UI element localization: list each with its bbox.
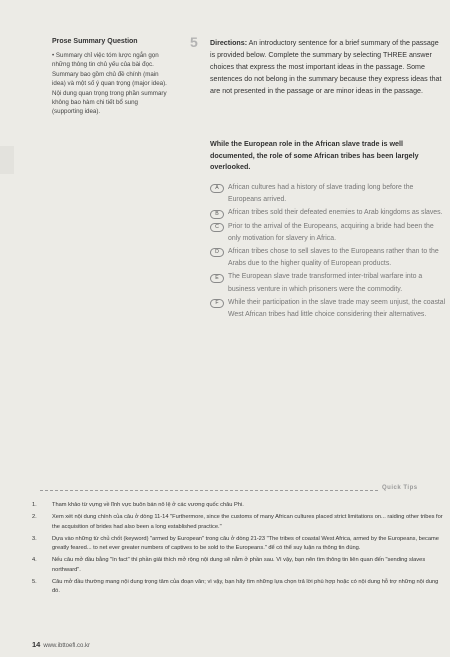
choice-letter-badge: A xyxy=(210,184,224,193)
directions-label: Directions: xyxy=(210,39,248,47)
answer-choice[interactable] xyxy=(210,246,446,270)
tip-number: 4. xyxy=(32,557,37,563)
tip-item xyxy=(32,578,444,597)
choice-text: African tribes chose to sell slaves to the Europeans rather than to the Arabs due to the higher quality of European products. xyxy=(228,248,439,268)
tip-text: Nếu câu mở đầu bằng "In fact" thì phần giải thích mở rộng nội dung sẽ nằm ở phần sau. Vì vậy, bạn nên tìm thông tin liên quan đến "sending slaves northward". xyxy=(52,557,426,573)
page-number: 14 xyxy=(32,640,41,649)
choice-letter-badge: C xyxy=(210,223,224,232)
choice-text: While their participation in the slave trade may seem unjust, the coastal West African tribes had little choice considering their alternatives. xyxy=(228,298,446,318)
tip-text: Dựa vào những từ chủ chốt (keyword) "armed by European" trong câu ở dòng 21-23 "The tribes of coastal West Africa, armed by the Europeans, became greatly feared... to net ever greater numbers of captives to be sold to the Europeans." để có thể suy luận ra thông tin đúng. xyxy=(52,535,439,551)
tip-number: 5. xyxy=(32,578,37,585)
sidebar-note: • Summary chỉ việc tóm lược ngắn gọn những thông tin chủ yếu của bài đọc. Summary bao gồm chủ đề chính (main idea) và một số ý quan trọng (major idea). Nội dung quan trọng trong phần summary không bao hàm chi tiết bổ sung (supporting idea). xyxy=(52,52,167,116)
tips-list xyxy=(32,501,444,599)
answer-choice[interactable] xyxy=(210,297,446,321)
website-url: www.ibttoefl.co.kr xyxy=(43,643,91,649)
tip-number: 3. xyxy=(32,535,37,542)
page-footer xyxy=(32,640,90,649)
tip-number: 1. xyxy=(32,502,37,508)
page-edge-mark xyxy=(0,146,14,174)
tip-item xyxy=(32,513,444,532)
choice-letter-badge: B xyxy=(210,210,224,219)
answer-choice[interactable] xyxy=(210,182,446,206)
tip-number: 2. xyxy=(32,514,37,520)
tip-item xyxy=(32,556,444,575)
choice-text: African cultures had a history of slave trading long before the Europeans arrived. xyxy=(228,184,414,204)
tip-text: Xem xét nội dung chính của câu ở dòng 11-14 "Furthermore, since the customs of many African cultures placed strict limitations on... raiding other tribes for the acquisition of brides had also been a long established practice." xyxy=(52,514,443,530)
tips-divider xyxy=(40,490,378,491)
quick-tips-logo: Quick Tips xyxy=(382,485,418,491)
directions-text: An introductory sentence for a brief summary of the passage is provided below. Complete the summary by selecting THREE answer choices that express the most important ideas in the passage. Some sentences do not belong in the summary because they express ideas that are not presented in the passage or are minor ideas in the passage. xyxy=(210,39,442,95)
tip-text: Câu mở đầu thường mang nội dung trọng tâm của đoạn văn; vì vậy, bạn hãy tìm những lựa chọn trả lời phù hợp hoặc có nội dung hỗ trợ những nội dung đó. xyxy=(52,578,439,594)
choice-letter-badge: D xyxy=(210,248,224,257)
tip-text: Tham khảo từ vựng về lĩnh vực buôn bán nô lệ ở các vương quốc châu Phi. xyxy=(52,502,244,508)
answer-choices xyxy=(210,182,446,322)
choice-text: Prior to the arrival of the Europeans, acquiring a bride had been the only motivation for slavery in Africa. xyxy=(228,222,434,242)
tip-item xyxy=(32,535,444,554)
tip-item xyxy=(32,501,444,511)
choice-letter-badge: E xyxy=(210,274,224,283)
sidebar-title: Prose Summary Question xyxy=(52,38,138,45)
question-number: 5 xyxy=(190,34,198,50)
choice-text: African tribes sold their defeated enemies to Arab kingdoms as slaves. xyxy=(228,209,443,217)
choice-text: The European slave trade transformed inter-tribal warfare into a business venture in which prisoners were the commodity. xyxy=(228,273,423,293)
answer-choice[interactable] xyxy=(210,207,446,219)
intro-sentence: While the European role in the African slave trade is well documented, the role of some African tribes has been largely overlooked. xyxy=(210,139,419,172)
answer-choice[interactable] xyxy=(210,271,446,295)
directions xyxy=(210,38,442,98)
choice-letter-badge: F xyxy=(210,299,224,308)
answer-choice[interactable] xyxy=(210,221,446,245)
